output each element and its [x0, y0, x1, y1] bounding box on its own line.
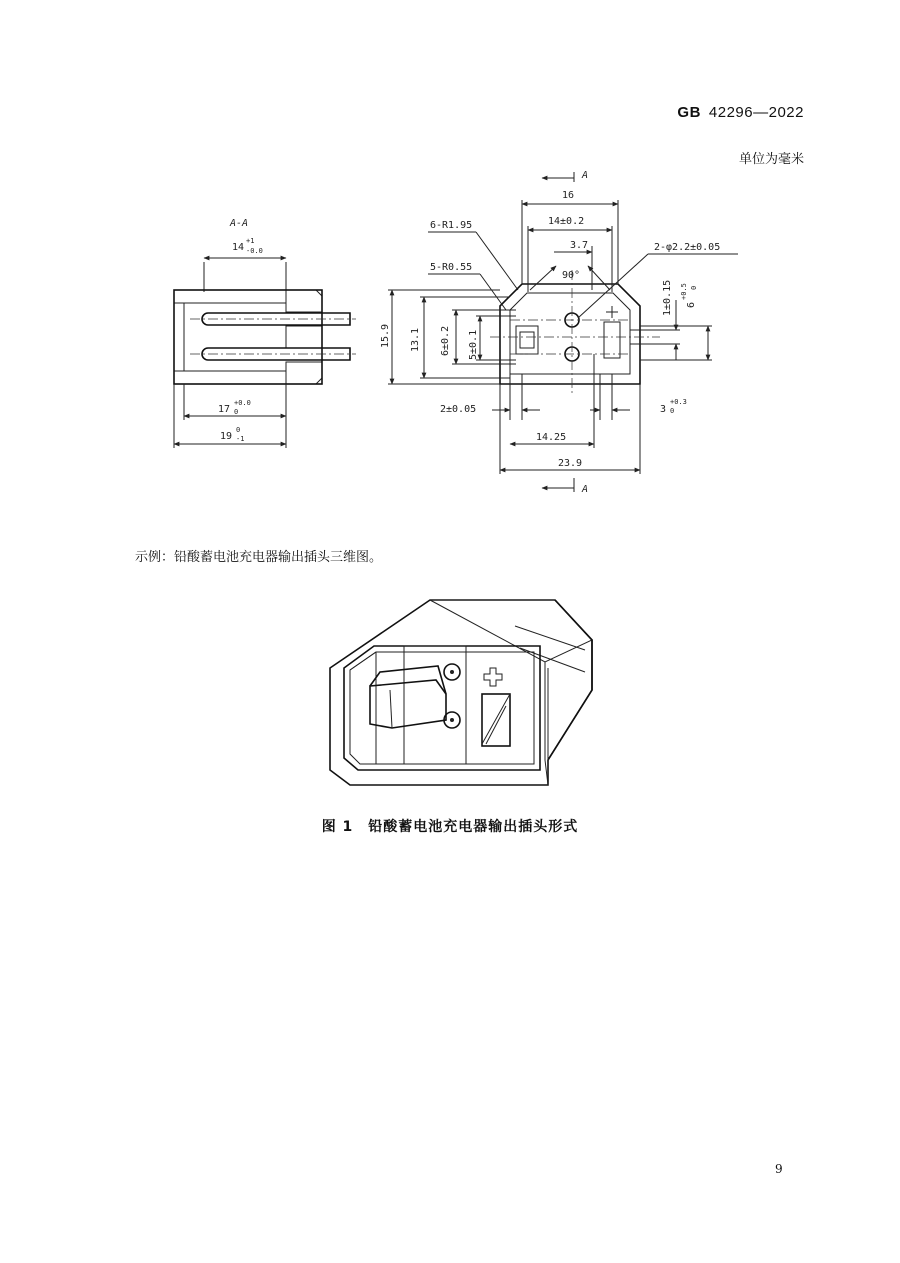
radius-r0-55: 5-R0.55 [430, 262, 473, 273]
angle-90: 90° [562, 270, 581, 281]
dim-13-1: 13.1 [410, 327, 421, 352]
unit-note: 单位为毫米 [738, 152, 804, 167]
svg-text:-0.0: -0.0 [246, 247, 263, 255]
svg-text:+1: +1 [246, 237, 255, 245]
standard-prefix: GB [677, 104, 701, 121]
svg-text:0: 0 [670, 407, 675, 415]
dim-6: 6 [686, 301, 697, 308]
dim-16: 16 [562, 190, 575, 201]
standard-number: 42296—2022 [708, 104, 804, 121]
svg-text:+0.5: +0.5 [680, 283, 688, 300]
svg-text:-1: -1 [236, 435, 245, 443]
dim-3: 3 [660, 404, 667, 415]
dim-5-tol: 5±0.1 [468, 329, 479, 360]
radius-r1-95: 6-R1.95 [430, 220, 473, 231]
dim-23-9: 23.9 [558, 458, 583, 469]
section-marker-bottom: A [582, 484, 589, 495]
hole-diameter: 2-φ2.2±0.05 [654, 242, 721, 253]
dim-2-tol: 2±0.05 [440, 404, 477, 415]
dim-15-9: 15.9 [380, 323, 391, 348]
svg-text:+0.0: +0.0 [234, 399, 251, 407]
dim-1-tol: 1±0.15 [662, 279, 673, 316]
dim-6-tol: 6±0.2 [440, 325, 451, 356]
example-note: 示例：铅酸蓄电池充电器输出插头三维图。 [135, 550, 383, 565]
svg-text:0: 0 [236, 426, 241, 434]
section-label: A-A [230, 218, 249, 229]
plug-3d-view [330, 600, 592, 785]
svg-text:0: 0 [234, 408, 239, 416]
svg-text:+0.3: +0.3 [670, 398, 687, 406]
dim-14: 14 [232, 242, 245, 253]
dim-3-7: 3.7 [570, 240, 589, 251]
front-view [380, 170, 738, 495]
dim-19: 19 [220, 431, 233, 442]
page-number: 9 [775, 1162, 783, 1176]
svg-text:0: 0 [690, 285, 698, 290]
dim-14-tol: 14±0.2 [548, 216, 585, 227]
dim-14-25: 14.25 [536, 432, 567, 443]
section-view [174, 218, 356, 448]
dim-17: 17 [218, 404, 231, 415]
figure-caption: 图 1 铅酸蓄电池充电器输出插头形式 [321, 819, 579, 835]
section-marker-top: A [582, 170, 589, 181]
